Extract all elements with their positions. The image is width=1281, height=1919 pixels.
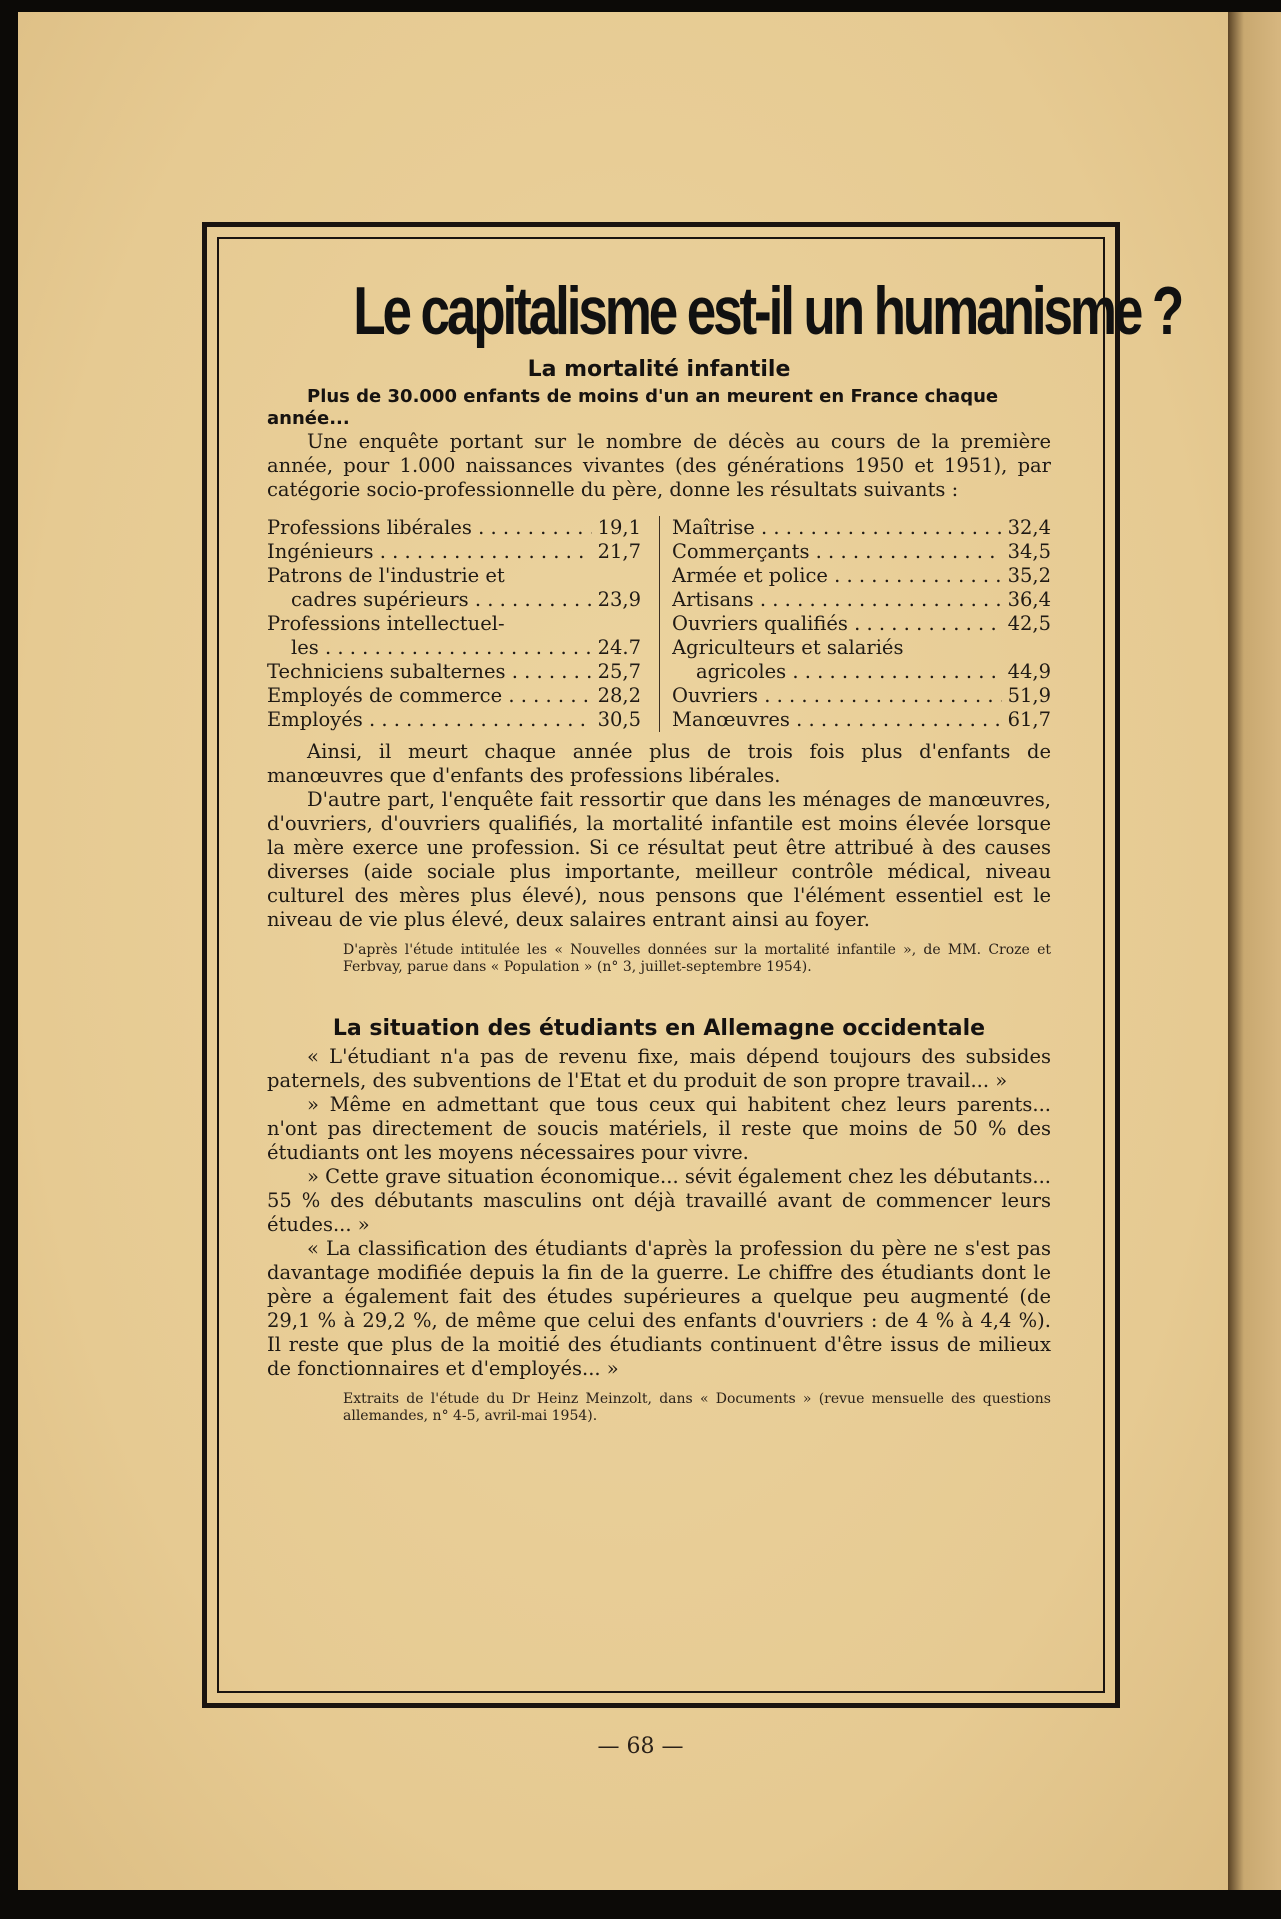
source-citation-etudiants: Extraits de l'étude du Dr Heinz Meinzolt, dans « Documents » (revue mensuelle des questions allemandes, n° 4-5, avril-mai 1954).	[343, 1391, 1051, 1424]
table-row: Maîtrise . . . 32,4	[672, 516, 1051, 540]
conclusion-paragraph: Ainsi, il meurt chaque année plus de trois fois plus d'enfants de manœuvres que d'enfants des professions libérales.	[267, 740, 1051, 787]
table-row: les . . . 24.7	[267, 636, 641, 660]
table-row: Patrons de l'industrie et	[267, 564, 505, 587]
mortality-column-right	[659, 516, 1051, 732]
table-row: Professions libérales . . . 19,1	[267, 516, 641, 540]
analysis-paragraph: D'autre part, l'enquête fait ressortir que dans les ménages de manœuvres, d'ouvriers, d'ouvriers qualifiés, la mortalité infantile est moins élevée lorsque la mère exerce une profession. Si ce résultat peut être attribué à des causes diverses (aide sociale plus importante, meilleur contrôle médical, niveau culturel des mères plus élevé), nous pensons que l'élément essentiel est le niveau de vie plus élevé, deux salaires entrant ainsi au foyer.	[267, 788, 1051, 931]
table-row: Ouvriers qualifiés . . . 42,5	[672, 612, 1051, 636]
students-paragraph-4: « La classification des étudiants d'après la profession du père ne s'est pas davantage modifiée depuis la fin de la guerre. Le chiffre des étudiants dont le père a également fait des études supérieures a quelque peu augmenté (de 29,1 % à 29,2 %, de même que celui des enfants d'ouvriers : de 4 % à 4,4 %). Il reste que plus de la moitié des étudiants continuent d'être issus de milieux de fonctionnaires et d'employés... »	[267, 1237, 1051, 1380]
table-row: Manœuvres . . . 61,7	[672, 708, 1051, 732]
book-spine	[1228, 12, 1281, 1890]
table-row: Commerçants . . . 34,5	[672, 540, 1051, 564]
table-row: agricoles . . . 44,9	[672, 660, 1051, 684]
table-row: Armée et police . . . 35,2	[672, 564, 1051, 588]
article-frame	[202, 222, 1182, 1708]
table-row: cadres supérieurs . . . 23,9	[267, 588, 641, 612]
table-row: Agriculteurs et salariés	[672, 636, 904, 659]
table-row: Ingénieurs . . . 21,7	[267, 540, 641, 564]
table-row: Employés de commerce . . . 28,2	[267, 684, 641, 708]
page-number: — 68 —	[597, 1734, 684, 1759]
students-paragraph-3: » Cette grave situation économique... sévit également chez les débutants... 55 % des débutants masculins ont déjà travaillé avant de commencer leurs études... »	[267, 1165, 1051, 1236]
source-citation-mortalite: D'après l'étude intitulée les « Nouvelles données sur la mortalité infantile », de MM. Croze et Ferbvay, parue dans « Population » (n° 3, juillet-septembre 1954).	[343, 942, 1051, 975]
table-row: Techniciens subalternes . . . 25,7	[267, 660, 641, 684]
intro-paragraph: Une enquête portant sur le nombre de décès au cours de la première année, pour 1.000 naissances vivantes (des générations 1950 et 1951), par catégorie socio-professionnelle du père, donne les résultats suivants :	[267, 430, 1051, 501]
lead-paragraph: Plus de 30.000 enfants de moins d'un an meurent en France chaque année...	[267, 386, 999, 429]
table-row: Artisans . . . 36,4	[672, 588, 1051, 612]
main-title: Le capitalisme est-il un humanisme ?	[353, 273, 1182, 349]
section-spacer	[267, 976, 1051, 1010]
table-row: Professions intellectuel-	[267, 612, 505, 635]
mortality-table	[267, 516, 1051, 732]
article-body	[217, 237, 1182, 1693]
section-heading-mortalite: La mortalité infantile	[527, 357, 791, 382]
table-row: Ouvriers . . . 51,9	[672, 684, 1051, 708]
students-paragraph-2: » Même en admettant que tous ceux qui habitent chez leurs parents... n'ont pas directement de soucis matériels, il reste que moins de 50 % des étudiants ont les moyens nécessaires pour vivre.	[267, 1093, 1051, 1164]
mortality-column-left	[267, 516, 659, 732]
table-row: Employés . . . 30,5	[267, 708, 641, 732]
section-heading-etudiants: La situation des étudiants en Allemagne occidentale	[332, 1016, 986, 1041]
students-paragraph-1: « L'étudiant n'a pas de revenu fixe, mais dépend toujours des subsides paternels, des subventions de l'Etat et du produit de son propre travail... »	[267, 1045, 1051, 1092]
